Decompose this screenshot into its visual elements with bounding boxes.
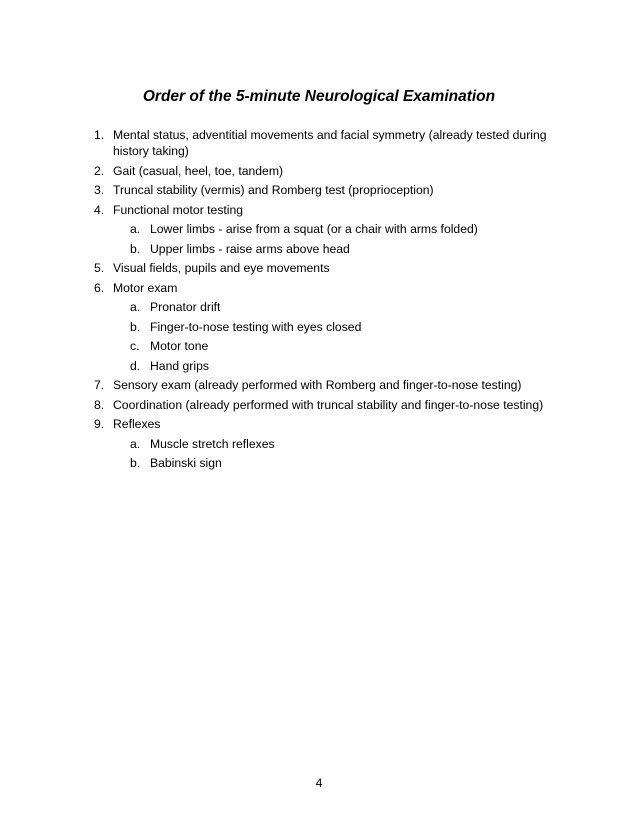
sub-list-item	[130, 358, 574, 374]
item-number: 1.	[94, 128, 105, 142]
item-number: 5.	[94, 261, 105, 275]
sub-list-item	[130, 241, 574, 257]
page-number: 4	[315, 776, 323, 790]
sub-list-item	[130, 221, 574, 237]
page-title: Order of the 5-minute Neurological Examination	[142, 88, 496, 105]
item-number: 7.	[94, 378, 105, 392]
sub-item-text: Lower limbs - arise from a squat (or a chair with arms folded)	[150, 222, 478, 236]
item-text: Motor exam	[113, 280, 178, 295]
item-text: Visual fields, pupils and eye movements	[113, 261, 330, 275]
sub-item-letter: b.	[130, 319, 141, 334]
exam-order-list	[94, 127, 574, 475]
sub-item-letter: b.	[130, 241, 141, 256]
item-number: 2.	[94, 163, 105, 178]
sub-item-letter: c.	[130, 339, 140, 353]
item-text: Mental status, adventitial movements and facial symmetry (already tested during history taking)	[113, 128, 547, 158]
sub-item-letter: d.	[130, 358, 141, 373]
item-text: Coordination (already performed with truncal stability and finger-to-nose testing)	[113, 397, 544, 412]
list-item	[94, 377, 574, 393]
sub-item-text: Finger-to-nose testing with eyes closed	[150, 319, 362, 334]
sub-item-text: Muscle stretch reflexes	[150, 436, 275, 451]
sub-item-text: Upper limbs - raise arms above head	[150, 241, 350, 256]
list-item	[94, 260, 574, 276]
sub-item-text: Pronator drift	[150, 300, 221, 314]
item-text: Reflexes	[113, 417, 161, 431]
list-item	[94, 397, 574, 413]
item-number: 4.	[94, 202, 105, 217]
item-text: Functional motor testing	[113, 202, 244, 217]
sub-item-letter: b.	[130, 456, 141, 470]
list-item	[94, 280, 574, 296]
sub-list-item	[130, 455, 574, 471]
item-number: 8.	[94, 397, 105, 412]
sub-item-letter: a.	[130, 222, 141, 236]
list-item	[94, 202, 574, 218]
list-item	[94, 127, 574, 159]
sub-item-letter: a.	[130, 300, 141, 314]
sub-item-text: Hand grips	[150, 358, 209, 373]
sub-list-item	[130, 436, 574, 452]
sub-list-item	[130, 338, 574, 354]
sub-item-text: Motor tone	[150, 339, 209, 353]
item-text: Sensory exam (already performed with Romberg and finger-to-nose testing)	[113, 378, 522, 392]
sub-list-item	[130, 299, 574, 315]
item-number: 6.	[94, 280, 105, 295]
item-number: 9.	[94, 417, 105, 431]
item-text: Gait (casual, heel, toe, tandem)	[113, 163, 284, 178]
sub-item-letter: a.	[130, 436, 141, 451]
item-text: Truncal stability (vermis) and Romberg test (proprioception)	[113, 183, 434, 197]
sub-item-text: Babinski sign	[150, 456, 222, 470]
list-item	[94, 416, 574, 432]
list-item	[94, 163, 574, 179]
item-number: 3.	[94, 183, 105, 197]
list-item	[94, 182, 574, 198]
sub-list-item	[130, 319, 574, 335]
